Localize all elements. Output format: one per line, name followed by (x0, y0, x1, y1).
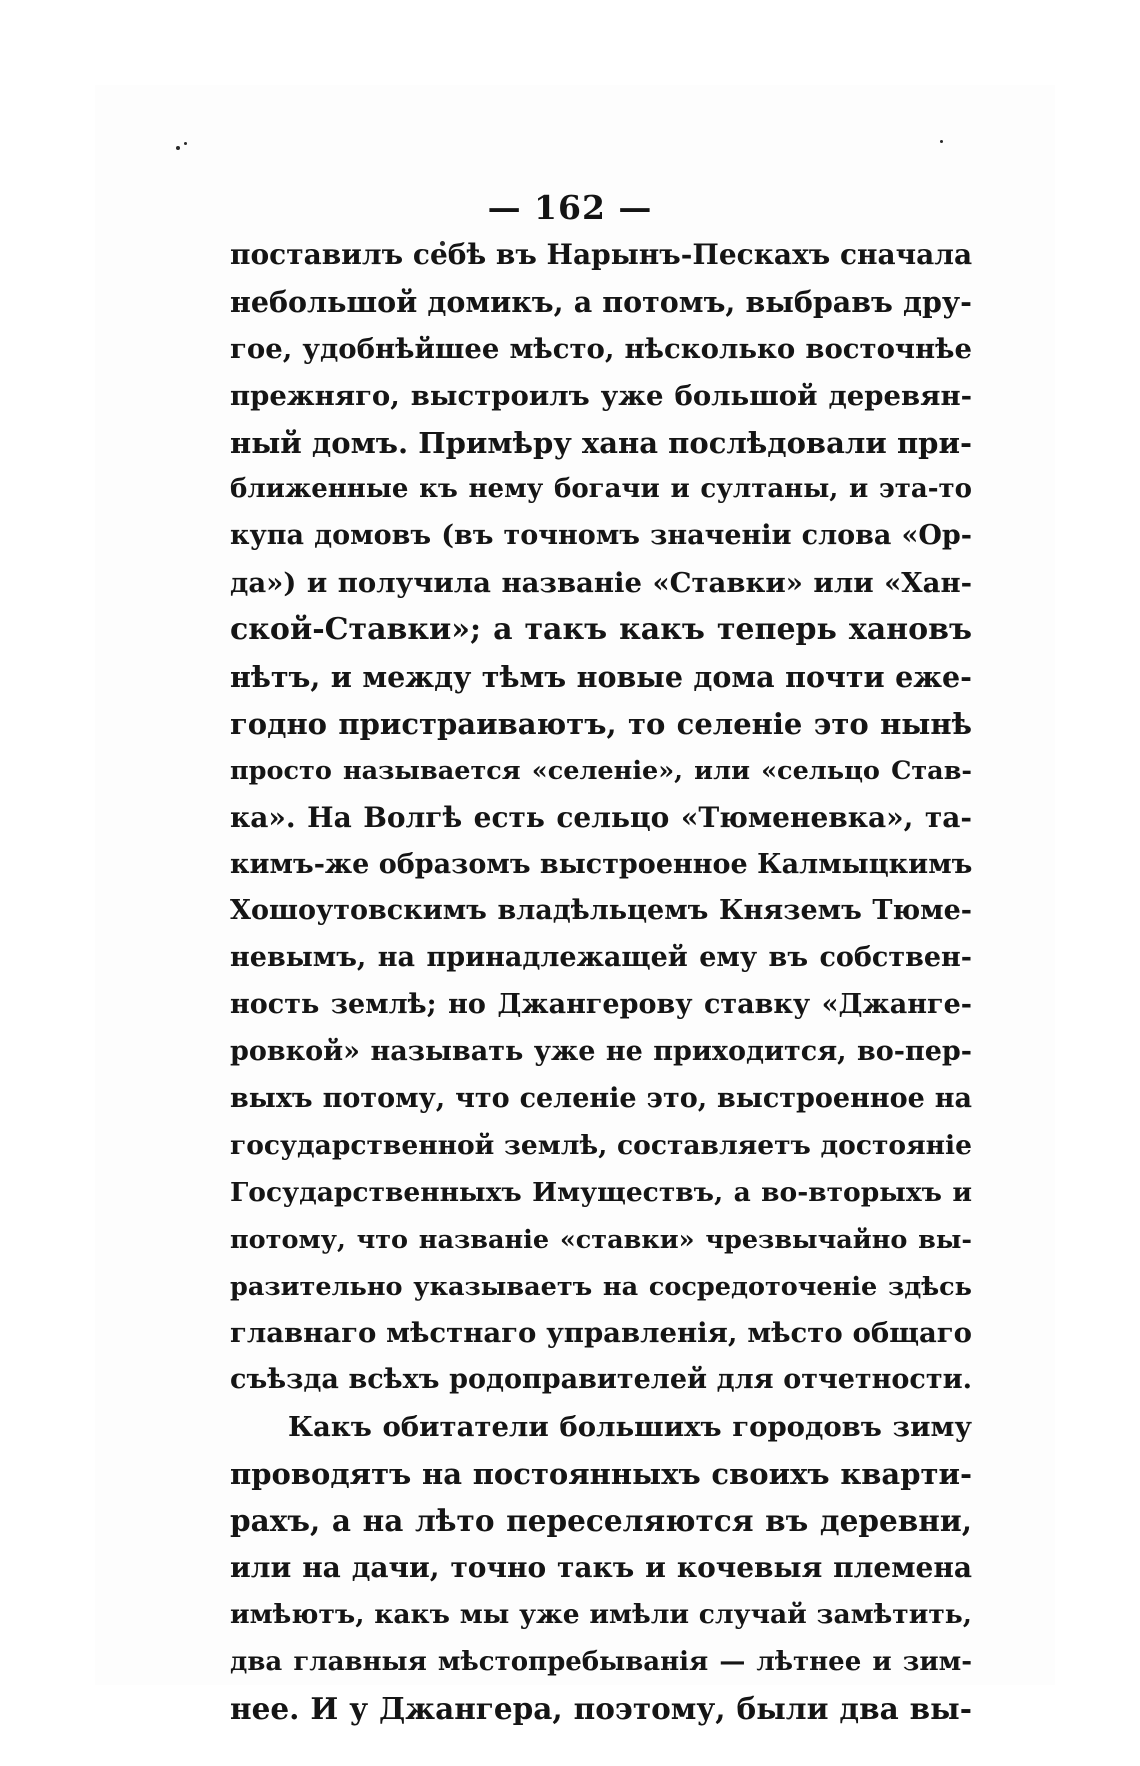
text-line: да») и получила названіе «Ставки» или «Хан- (230, 567, 972, 600)
text-line: потому, что названіе «ставки» чрезвычайно вы- (230, 1224, 972, 1255)
text-line: два главныя мѣстопребыванія — лѣтнее и зим- (230, 1646, 972, 1677)
text-line: ближенные къ нему богачи и султаны, и эта-то (230, 474, 972, 505)
text-line: ской-Ставки»; а такъ какъ теперь хановъ (230, 612, 972, 648)
text-line: выхъ потому, что селеніе это, выстроенное на (230, 1083, 972, 1115)
text-line: съѣзда всѣхъ родоправителей для отчетности. (230, 1364, 972, 1396)
text-line: нѣтъ, и между тѣмъ новые дома почти еже- (230, 660, 972, 695)
text-line: гое, удобнѣйшее мѣсто, нѣсколько восточнѣе (230, 332, 972, 365)
ink-speck (940, 140, 943, 143)
text-line: государственной землѣ, составляетъ достояніе (230, 1129, 972, 1161)
text-line: Государственныхъ Имуществъ, а во-вторыхъ и (230, 1176, 972, 1208)
text-line: проводятъ на постоянныхъ своихъ кварти- (230, 1457, 972, 1492)
text-line: разительно указываетъ на сосредоточеніе здѣсь (230, 1271, 972, 1302)
text-line: рахъ, а на лѣто переселяются въ деревни, (230, 1503, 972, 1539)
page-number: — 162 — (487, 188, 653, 227)
text-line: годно пристраиваютъ, то селеніе это нынѣ (230, 706, 972, 741)
text-line: ность землѣ; но Джангерову ставку «Джанге- (230, 989, 972, 1021)
text-line: ный домъ. Примѣру хана послѣдовали при- (230, 425, 972, 460)
ink-speck (176, 146, 180, 150)
text-line: невымъ, на принадлежащей ему въ собствен- (230, 942, 972, 974)
text-line: просто называется «селеніе», или «сельцо Став- (230, 755, 972, 786)
text-line: или на дачи, точно такъ и кочевыя племена (230, 1550, 972, 1584)
text-line: купа домовъ (въ точномъ значеніи слова «Ор- (230, 520, 972, 552)
text-line: прежняго, выстроилъ уже большой деревян- (230, 379, 972, 412)
text-line: главнаго мѣстнаго управленія, мѣсто общаго (230, 1317, 972, 1350)
text-line: нее. И у Джангера, поэтому, были два вы- (230, 1690, 972, 1726)
text-line: кимъ-же образомъ выстроенное Калмыцкимъ (230, 848, 972, 880)
text-line: Хошоутовскимъ владѣльцемъ Княземъ Тюме- (230, 895, 972, 927)
text-line: ровкой» называть уже не приходится, во-пер- (230, 1036, 972, 1068)
text-line: имѣютъ, какъ мы уже имѣли случай замѣтить, (230, 1598, 972, 1630)
body-text (230, 232, 972, 1733)
ink-speck (184, 142, 187, 145)
text-line: ка». На Волгѣ есть сельцо «Тюменевка», та- (230, 800, 972, 834)
text-line: поставилъ себѣ въ Нарынъ-Пескахъ сначала (230, 238, 972, 271)
paragraph-start-line: Какъ обитатели большихъ городовъ зиму (288, 1411, 972, 1444)
text-line: небольшой домикъ, а потомъ, выбравъ дру- (230, 284, 972, 319)
